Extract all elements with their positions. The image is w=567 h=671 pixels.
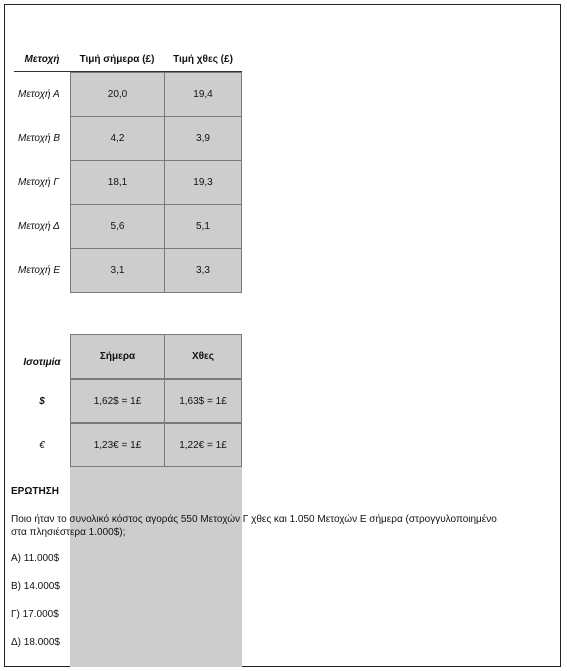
fx-currency-usd: $: [39, 395, 45, 407]
stocks-header-today: Τιμή σήμερα (£): [79, 53, 155, 65]
stocks-header-name: Μετοχή: [24, 53, 60, 65]
fx-eur-today: 1,23€ = 1£: [70, 423, 165, 467]
stock-row-yesterday: 19,4: [164, 72, 242, 117]
stock-row-today: 4,2: [70, 116, 165, 161]
stocks-header-yesterday: Τιμή χθες (£): [173, 53, 233, 65]
answer-option-d[interactable]: Δ) 18.000$: [11, 637, 60, 648]
stock-row-name: Μετοχή Δ: [18, 220, 60, 232]
question-title: ΕΡΩΤΗΣΗ: [11, 486, 59, 497]
stock-row-name: Μετοχή Ε: [18, 264, 61, 276]
stock-row-name: Μετοχή Α: [18, 88, 60, 100]
stock-row-today: 5,6: [70, 204, 165, 249]
stock-row-today: 3,1: [70, 248, 165, 293]
stock-row-today: 18,1: [70, 160, 165, 205]
stock-row-today: 20,0: [70, 72, 165, 117]
stock-row-yesterday: 5,1: [164, 204, 242, 249]
fx-currency-eur: €: [39, 439, 45, 451]
answer-option-b[interactable]: Β) 14.000$: [11, 581, 60, 592]
stock-row-yesterday: 19,3: [164, 160, 242, 205]
stock-row-name: Μετοχή Γ: [18, 176, 60, 188]
fx-header-yesterday: Χθες: [164, 334, 242, 379]
fx-usd-today: 1,62$ = 1£: [70, 379, 165, 423]
question-text-line2: στα πλησιέστερα 1.000$);: [11, 527, 126, 538]
fx-header-label: Ισοτιμία: [23, 356, 61, 368]
stock-row-yesterday: 3,3: [164, 248, 242, 293]
fx-usd-yesterday: 1,63$ = 1£: [164, 379, 242, 423]
question-text-line1: Ποιο ήταν το συνολικό κόστος αγοράς 550 Μετοχών Γ χθες και 1.050 Μετοχών Ε σήμερα (στρογγυλοποιημένο: [11, 514, 497, 525]
answer-option-a[interactable]: Α) 11.000$: [11, 553, 60, 564]
answer-option-c[interactable]: Γ) 17.000$: [11, 609, 59, 620]
fx-eur-yesterday: 1,22€ = 1£: [164, 423, 242, 467]
fx-header-today: Σήμερα: [70, 334, 165, 379]
stock-row-yesterday: 3,9: [164, 116, 242, 161]
stock-row-name: Μετοχή Β: [18, 132, 61, 144]
